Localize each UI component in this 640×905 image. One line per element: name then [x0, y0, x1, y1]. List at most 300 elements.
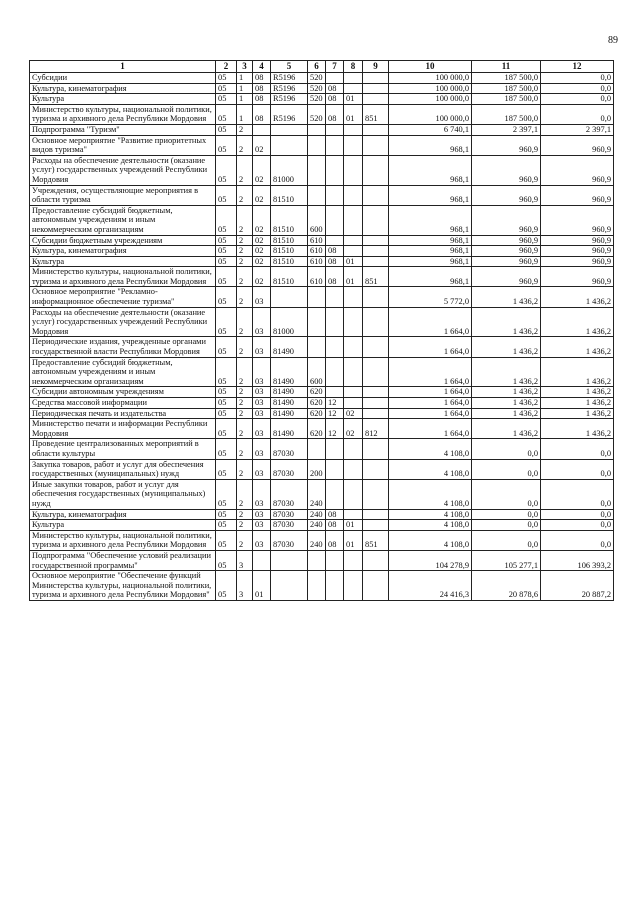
- row-value-cell: 2: [237, 419, 253, 439]
- row-value-cell: 2: [237, 520, 253, 531]
- row-value-cell: 0,0: [541, 83, 614, 94]
- table-row: [30, 185, 614, 205]
- row-value-cell: 5 772,0: [389, 287, 472, 307]
- row-value-cell: 81490: [271, 419, 308, 439]
- row-value-cell: 187 500,0: [472, 83, 541, 94]
- row-value-cell: 12: [326, 398, 344, 409]
- table-header-row: [30, 61, 614, 73]
- row-value-cell: 1 436,2: [541, 357, 614, 387]
- row-value-cell: 05: [216, 459, 237, 479]
- row-value-cell: [308, 337, 326, 357]
- row-value-cell: 03: [253, 337, 271, 357]
- row-value-cell: 851: [363, 267, 389, 287]
- row-value-cell: 968,1: [389, 185, 472, 205]
- row-value-cell: [326, 439, 344, 459]
- row-value-cell: 03: [253, 408, 271, 419]
- row-name-cell: Средства массовой информации: [30, 398, 216, 409]
- row-value-cell: [363, 479, 389, 509]
- row-value-cell: [344, 83, 363, 94]
- row-value-cell: 02: [253, 256, 271, 267]
- row-value-cell: 2: [237, 398, 253, 409]
- row-value-cell: 03: [253, 357, 271, 387]
- column-header: 1: [30, 61, 216, 73]
- row-value-cell: 0,0: [541, 509, 614, 520]
- row-value-cell: [363, 256, 389, 267]
- row-value-cell: 05: [216, 135, 237, 155]
- row-value-cell: [344, 550, 363, 570]
- row-value-cell: 01: [344, 94, 363, 105]
- table-row: [30, 398, 614, 409]
- row-value-cell: 0,0: [541, 439, 614, 459]
- row-value-cell: [344, 307, 363, 337]
- row-value-cell: 1 436,2: [472, 387, 541, 398]
- row-value-cell: 610: [308, 256, 326, 267]
- row-value-cell: 960,9: [472, 235, 541, 246]
- row-value-cell: 05: [216, 104, 237, 124]
- row-value-cell: [363, 83, 389, 94]
- row-value-cell: 100 000,0: [389, 94, 472, 105]
- table-row: [30, 307, 614, 337]
- row-value-cell: 87030: [271, 439, 308, 459]
- row-value-cell: 1 664,0: [389, 387, 472, 398]
- row-value-cell: 960,9: [541, 155, 614, 185]
- row-value-cell: 960,9: [472, 256, 541, 267]
- row-value-cell: 03: [253, 419, 271, 439]
- row-value-cell: 87030: [271, 530, 308, 550]
- table-row: [30, 256, 614, 267]
- table-row: [30, 571, 614, 601]
- row-value-cell: [344, 459, 363, 479]
- row-value-cell: 1 436,2: [472, 307, 541, 337]
- row-value-cell: 968,1: [389, 155, 472, 185]
- row-value-cell: [344, 479, 363, 509]
- row-value-cell: 05: [216, 307, 237, 337]
- row-value-cell: 2: [237, 387, 253, 398]
- row-value-cell: 1 436,2: [541, 337, 614, 357]
- row-value-cell: 3: [237, 571, 253, 601]
- row-value-cell: 960,9: [472, 185, 541, 205]
- row-value-cell: 81510: [271, 185, 308, 205]
- row-value-cell: [363, 205, 389, 235]
- column-header: 10: [389, 61, 472, 73]
- row-value-cell: 03: [253, 509, 271, 520]
- row-name-cell: Подпрограмма "Обеспечение условий реализации государственной программы": [30, 550, 216, 570]
- row-value-cell: [363, 387, 389, 398]
- row-name-cell: Субсидии автономным учреждениям: [30, 387, 216, 398]
- row-value-cell: 87030: [271, 509, 308, 520]
- row-name-cell: Периодическая печать и издательства: [30, 408, 216, 419]
- budget-table: [29, 60, 614, 601]
- row-value-cell: 0,0: [472, 509, 541, 520]
- row-value-cell: 08: [253, 104, 271, 124]
- row-value-cell: 01: [344, 256, 363, 267]
- row-value-cell: 960,9: [472, 135, 541, 155]
- row-value-cell: 1 664,0: [389, 337, 472, 357]
- row-value-cell: 0,0: [541, 520, 614, 531]
- row-value-cell: 968,1: [389, 246, 472, 257]
- row-value-cell: 02: [253, 246, 271, 257]
- row-value-cell: 520: [308, 94, 326, 105]
- table-row: [30, 83, 614, 94]
- row-name-cell: Министерство культуры, национальной политики, туризма и архивного дела Республики Мордовия: [30, 267, 216, 287]
- table-row: [30, 459, 614, 479]
- row-value-cell: 08: [326, 246, 344, 257]
- row-value-cell: 2: [237, 185, 253, 205]
- row-value-cell: 520: [308, 104, 326, 124]
- column-header: 5: [271, 61, 308, 73]
- row-value-cell: R5196: [271, 73, 308, 84]
- table-row: [30, 94, 614, 105]
- row-value-cell: [326, 135, 344, 155]
- table-row: [30, 73, 614, 84]
- row-value-cell: 01: [344, 104, 363, 124]
- row-value-cell: 1 436,2: [472, 398, 541, 409]
- row-value-cell: 81510: [271, 256, 308, 267]
- row-value-cell: 960,9: [541, 256, 614, 267]
- row-value-cell: [326, 337, 344, 357]
- row-value-cell: 968,1: [389, 235, 472, 246]
- table-row: [30, 124, 614, 135]
- row-value-cell: 104 278,9: [389, 550, 472, 570]
- row-value-cell: 1 436,2: [541, 307, 614, 337]
- table-row: [30, 479, 614, 509]
- row-value-cell: [326, 205, 344, 235]
- table-row: [30, 387, 614, 398]
- row-value-cell: 1 664,0: [389, 307, 472, 337]
- row-value-cell: 851: [363, 530, 389, 550]
- row-value-cell: 08: [253, 83, 271, 94]
- row-value-cell: 81510: [271, 205, 308, 235]
- row-value-cell: 960,9: [541, 185, 614, 205]
- row-value-cell: 610: [308, 246, 326, 257]
- row-value-cell: 05: [216, 235, 237, 246]
- row-value-cell: 4 108,0: [389, 459, 472, 479]
- row-name-cell: Культура: [30, 256, 216, 267]
- row-value-cell: [363, 235, 389, 246]
- column-header: 12: [541, 61, 614, 73]
- table-row: [30, 267, 614, 287]
- row-value-cell: 02: [344, 408, 363, 419]
- row-value-cell: 2: [237, 357, 253, 387]
- row-value-cell: [308, 571, 326, 601]
- row-value-cell: [344, 509, 363, 520]
- row-value-cell: [344, 73, 363, 84]
- row-value-cell: [344, 571, 363, 601]
- row-value-cell: 2: [237, 235, 253, 246]
- table-row: [30, 135, 614, 155]
- row-value-cell: 08: [326, 256, 344, 267]
- row-value-cell: [363, 73, 389, 84]
- row-value-cell: 03: [253, 387, 271, 398]
- row-value-cell: 05: [216, 408, 237, 419]
- row-value-cell: 0,0: [541, 479, 614, 509]
- row-value-cell: [344, 124, 363, 135]
- table-row: [30, 550, 614, 570]
- row-value-cell: [344, 135, 363, 155]
- row-value-cell: 960,9: [472, 267, 541, 287]
- row-value-cell: [326, 287, 344, 307]
- row-name-cell: Основное мероприятие "Рекламно-информационное обеспечение туризма": [30, 287, 216, 307]
- row-value-cell: [363, 135, 389, 155]
- row-value-cell: 81000: [271, 307, 308, 337]
- row-value-cell: 1: [237, 73, 253, 84]
- row-value-cell: 20 878,6: [472, 571, 541, 601]
- row-value-cell: [363, 509, 389, 520]
- row-value-cell: 1: [237, 94, 253, 105]
- table-row: [30, 520, 614, 531]
- row-value-cell: [326, 73, 344, 84]
- row-value-cell: [363, 459, 389, 479]
- row-value-cell: 05: [216, 205, 237, 235]
- row-value-cell: [344, 398, 363, 409]
- row-value-cell: 24 416,3: [389, 571, 472, 601]
- row-name-cell: Предоставление субсидий бюджетным, автономным учреждениям и иным некоммерческим организациям: [30, 357, 216, 387]
- table-row: [30, 530, 614, 550]
- row-value-cell: [344, 205, 363, 235]
- row-value-cell: 2: [237, 246, 253, 257]
- row-value-cell: [363, 520, 389, 531]
- row-value-cell: 08: [326, 83, 344, 94]
- row-value-cell: [363, 408, 389, 419]
- row-name-cell: Культура, кинематография: [30, 509, 216, 520]
- row-value-cell: 520: [308, 83, 326, 94]
- row-value-cell: 2: [237, 205, 253, 235]
- row-value-cell: [344, 287, 363, 307]
- row-value-cell: 2: [237, 509, 253, 520]
- row-value-cell: [308, 439, 326, 459]
- column-header: 2: [216, 61, 237, 73]
- row-value-cell: 0,0: [541, 104, 614, 124]
- row-value-cell: 1 436,2: [541, 419, 614, 439]
- row-value-cell: [326, 479, 344, 509]
- row-value-cell: [363, 337, 389, 357]
- row-value-cell: 1 436,2: [472, 337, 541, 357]
- row-value-cell: 02: [253, 205, 271, 235]
- row-value-cell: 100 000,0: [389, 83, 472, 94]
- row-value-cell: 03: [253, 287, 271, 307]
- row-value-cell: 05: [216, 509, 237, 520]
- row-value-cell: 620: [308, 387, 326, 398]
- row-value-cell: 960,9: [541, 235, 614, 246]
- row-value-cell: [363, 185, 389, 205]
- row-value-cell: 240: [308, 520, 326, 531]
- row-value-cell: 81490: [271, 408, 308, 419]
- row-value-cell: 3: [237, 550, 253, 570]
- row-name-cell: Учреждения, осуществляющие мероприятия в области туризма: [30, 185, 216, 205]
- row-value-cell: [363, 124, 389, 135]
- row-value-cell: 610: [308, 267, 326, 287]
- row-value-cell: 05: [216, 267, 237, 287]
- row-value-cell: 2: [237, 408, 253, 419]
- row-value-cell: 05: [216, 571, 237, 601]
- row-value-cell: [308, 550, 326, 570]
- row-value-cell: 106 393,2: [541, 550, 614, 570]
- row-value-cell: [344, 337, 363, 357]
- row-value-cell: 2: [237, 256, 253, 267]
- row-value-cell: 03: [253, 479, 271, 509]
- row-value-cell: R5196: [271, 94, 308, 105]
- row-name-cell: Культура: [30, 520, 216, 531]
- row-value-cell: [253, 550, 271, 570]
- row-value-cell: 0,0: [472, 479, 541, 509]
- row-value-cell: 05: [216, 479, 237, 509]
- row-value-cell: 05: [216, 73, 237, 84]
- row-value-cell: 05: [216, 387, 237, 398]
- row-value-cell: 960,9: [472, 246, 541, 257]
- row-value-cell: 20 887,2: [541, 571, 614, 601]
- row-value-cell: 05: [216, 520, 237, 531]
- column-header: 11: [472, 61, 541, 73]
- row-value-cell: [363, 155, 389, 185]
- table-row: [30, 357, 614, 387]
- row-value-cell: 2: [237, 155, 253, 185]
- row-value-cell: 960,9: [541, 205, 614, 235]
- row-value-cell: 520: [308, 73, 326, 84]
- row-value-cell: [326, 155, 344, 185]
- row-name-cell: Культура: [30, 94, 216, 105]
- row-value-cell: 4 108,0: [389, 530, 472, 550]
- row-name-cell: Закупка товаров, работ и услуг для обеспечения государственных (муниципальных) нужд: [30, 459, 216, 479]
- row-value-cell: 610: [308, 235, 326, 246]
- table-row: [30, 408, 614, 419]
- row-value-cell: 2 397,1: [541, 124, 614, 135]
- row-value-cell: 240: [308, 479, 326, 509]
- table-row: [30, 104, 614, 124]
- row-name-cell: Основное мероприятие "Обеспечение функций Министерства культуры, национальной политики, туризма и архивного дела Республики Мордовия": [30, 571, 216, 601]
- row-name-cell: Культура, кинематография: [30, 83, 216, 94]
- row-name-cell: Иные закупки товаров, работ и услуг для обеспечения государственных (муниципальных) нужд: [30, 479, 216, 509]
- page-number: 89: [608, 35, 618, 46]
- row-value-cell: 0,0: [541, 459, 614, 479]
- table-row: [30, 246, 614, 257]
- row-value-cell: 03: [253, 459, 271, 479]
- row-value-cell: [344, 235, 363, 246]
- row-value-cell: 187 500,0: [472, 73, 541, 84]
- row-value-cell: [271, 135, 308, 155]
- row-value-cell: [271, 124, 308, 135]
- row-name-cell: Основное мероприятие "Развитие приоритетных видов туризма": [30, 135, 216, 155]
- row-value-cell: 05: [216, 246, 237, 257]
- row-name-cell: Проведение централизованных мероприятий в области культуры: [30, 439, 216, 459]
- row-value-cell: 0,0: [472, 439, 541, 459]
- row-value-cell: [363, 398, 389, 409]
- row-value-cell: 05: [216, 256, 237, 267]
- column-header: 3: [237, 61, 253, 73]
- row-value-cell: 05: [216, 530, 237, 550]
- row-value-cell: [344, 246, 363, 257]
- row-value-cell: 1 436,2: [541, 287, 614, 307]
- row-value-cell: 05: [216, 287, 237, 307]
- row-value-cell: 1 436,2: [541, 398, 614, 409]
- row-value-cell: 2: [237, 135, 253, 155]
- row-value-cell: [344, 387, 363, 398]
- row-value-cell: 960,9: [541, 246, 614, 257]
- row-value-cell: [363, 94, 389, 105]
- row-value-cell: 968,1: [389, 135, 472, 155]
- row-name-cell: Министерство культуры, национальной политики, туризма и архивного дела Республики Мордовия: [30, 530, 216, 550]
- row-name-cell: Культура, кинематография: [30, 246, 216, 257]
- row-value-cell: 08: [326, 520, 344, 531]
- row-value-cell: 02: [253, 155, 271, 185]
- row-value-cell: 08: [326, 267, 344, 287]
- row-value-cell: [363, 571, 389, 601]
- row-value-cell: 4 108,0: [389, 509, 472, 520]
- row-value-cell: 08: [326, 94, 344, 105]
- row-value-cell: [271, 287, 308, 307]
- row-value-cell: 81510: [271, 235, 308, 246]
- row-value-cell: 968,1: [389, 256, 472, 267]
- row-value-cell: 2: [237, 287, 253, 307]
- row-value-cell: [363, 357, 389, 387]
- row-value-cell: [326, 185, 344, 205]
- row-value-cell: 960,9: [472, 205, 541, 235]
- row-value-cell: 600: [308, 357, 326, 387]
- row-value-cell: 05: [216, 398, 237, 409]
- row-value-cell: 6 740,1: [389, 124, 472, 135]
- row-name-cell: Расходы на обеспечение деятельности (оказание услуг) государственных учреждений Республики Мордовия: [30, 155, 216, 185]
- row-value-cell: 2: [237, 439, 253, 459]
- row-value-cell: 240: [308, 530, 326, 550]
- table-row: [30, 155, 614, 185]
- row-value-cell: 08: [326, 509, 344, 520]
- row-value-cell: 620: [308, 408, 326, 419]
- row-value-cell: 08: [253, 73, 271, 84]
- row-value-cell: 1 436,2: [541, 387, 614, 398]
- row-value-cell: 05: [216, 337, 237, 357]
- row-name-cell: Периодические издания, учрежденные органами государственной власти Республики Мордовия: [30, 337, 216, 357]
- row-value-cell: 87030: [271, 520, 308, 531]
- row-value-cell: 1 664,0: [389, 357, 472, 387]
- row-value-cell: 01: [344, 520, 363, 531]
- row-value-cell: 2: [237, 124, 253, 135]
- row-value-cell: 1 436,2: [472, 419, 541, 439]
- row-value-cell: 02: [253, 185, 271, 205]
- row-value-cell: 02: [253, 135, 271, 155]
- row-name-cell: Предоставление субсидий бюджетным, автономным учреждениям и иным некоммерческим организациям: [30, 205, 216, 235]
- row-value-cell: 100 000,0: [389, 73, 472, 84]
- row-value-cell: [271, 550, 308, 570]
- row-value-cell: 12: [326, 408, 344, 419]
- row-value-cell: 81510: [271, 267, 308, 287]
- row-value-cell: 87030: [271, 479, 308, 509]
- row-value-cell: R5196: [271, 104, 308, 124]
- row-value-cell: 08: [253, 94, 271, 105]
- column-header: 4: [253, 61, 271, 73]
- row-name-cell: Субсидии бюджетным учреждениям: [30, 235, 216, 246]
- row-value-cell: 01: [344, 267, 363, 287]
- row-value-cell: 960,9: [541, 135, 614, 155]
- row-name-cell: Министерство печати и информации Республики Мордовия: [30, 419, 216, 439]
- row-name-cell: Министерство культуры, национальной политики, туризма и архивного дела Республики Мордовия: [30, 104, 216, 124]
- row-value-cell: [344, 357, 363, 387]
- row-value-cell: 05: [216, 357, 237, 387]
- row-value-cell: 0,0: [541, 73, 614, 84]
- row-value-cell: 968,1: [389, 267, 472, 287]
- row-name-cell: Подпрограмма "Туризм": [30, 124, 216, 135]
- row-value-cell: [308, 307, 326, 337]
- table-row: [30, 287, 614, 307]
- row-value-cell: [308, 287, 326, 307]
- row-value-cell: [308, 135, 326, 155]
- row-value-cell: [308, 155, 326, 185]
- row-value-cell: 1 664,0: [389, 408, 472, 419]
- row-value-cell: 1 436,2: [541, 408, 614, 419]
- row-value-cell: 02: [344, 419, 363, 439]
- row-value-cell: 2: [237, 530, 253, 550]
- row-value-cell: 100 000,0: [389, 104, 472, 124]
- row-value-cell: 4 108,0: [389, 439, 472, 459]
- row-value-cell: 2 397,1: [472, 124, 541, 135]
